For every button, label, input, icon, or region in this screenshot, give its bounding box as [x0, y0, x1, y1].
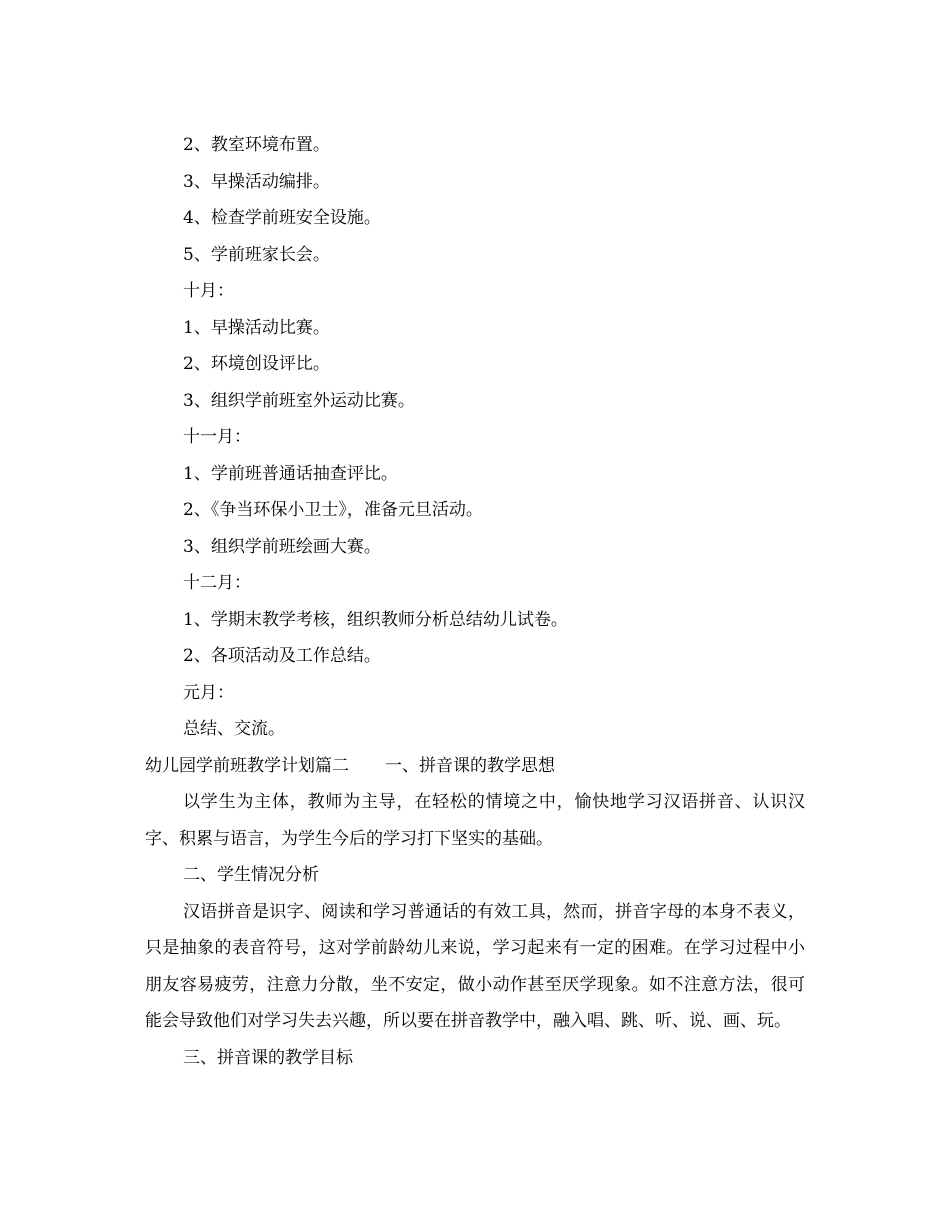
document-body — [145, 127, 805, 1076]
subheading: 二、学生情况分析 — [183, 865, 319, 885]
month-heading: 元月： — [183, 682, 234, 703]
section-title: 幼儿园学前班教学计划篇二 — [145, 755, 349, 776]
month-heading: 十二月： — [183, 573, 251, 593]
section-heading — [145, 748, 805, 785]
section-subtitle: 一、拼音课的教学思想 — [385, 755, 555, 776]
paragraph: 以学生为主体，教师为主导，在轻松的情境之中，愉快地学习汉语拼音、认识汉字、积累与语言，为学生今后的学习打下坚实的基础。 — [145, 792, 805, 849]
list-item: 4、检查学前班安全设施。 — [183, 208, 381, 228]
subheading: 三、拼音课的教学目标 — [183, 1047, 353, 1068]
list-item: 3、早操活动编排。 — [183, 171, 330, 192]
list-item: 3、组织学前班绘画大赛。 — [183, 536, 381, 557]
list-item: 2、教室环境布置。 — [183, 135, 330, 155]
list-item: 1、早操活动比赛。 — [183, 317, 330, 338]
month-heading: 十月： — [183, 281, 234, 301]
list-item: 1、学前班普通话抽查评比。 — [183, 463, 398, 484]
list-item: 2、各项活动及工作总结。 — [183, 646, 381, 666]
list-item: 1、学期末教学考核，组织教师分析总结幼儿试卷。 — [183, 609, 568, 630]
list-item: 2、环境创设评比。 — [183, 354, 330, 374]
list-item: 总结、交流。 — [183, 719, 285, 739]
list-item: 2、《争当环保小卫士》，准备元旦活动。 — [183, 500, 483, 520]
list-item: 3、组织学前班室外运动比赛。 — [183, 390, 415, 411]
paragraph: 汉语拼音是识字、阅读和学习普通话的有效工具，然而，拼音字母的本身不表义，只是抽象的表音符号，这对学前龄幼儿来说，学习起来有一定的困难。在学习过程中小朋友容易疲劳，注意力分散，坐不安定，做小动作甚至厌学现象。如不注意方法，很可能会导致他们对学习失去兴趣，所以要在拼音教学中，融入唱、跳、听、说、画、玩。 — [145, 901, 805, 1031]
list-item: 5、学前班家长会。 — [183, 244, 330, 265]
month-heading: 十一月： — [183, 427, 251, 447]
